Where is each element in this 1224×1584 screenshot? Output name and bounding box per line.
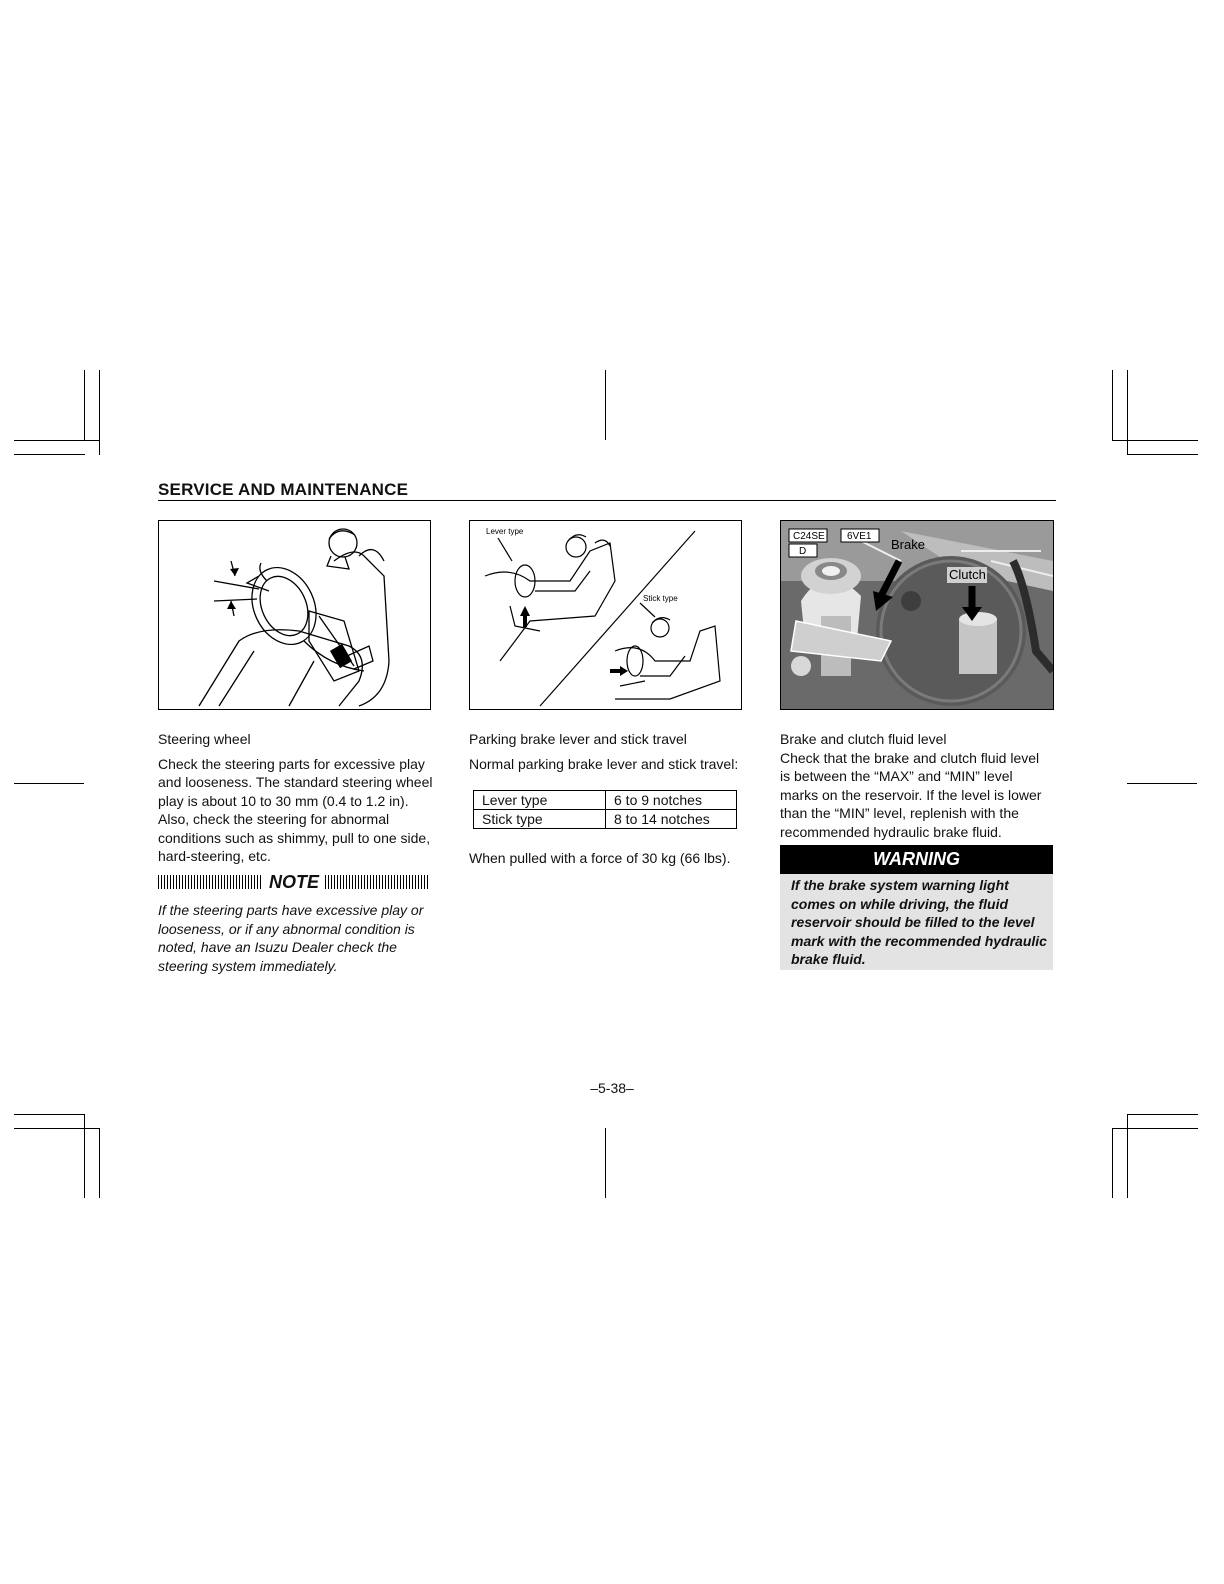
- note-text: If the steering parts have excessive play or looseness, or if any abnormal condition is noted, have an Isuzu Dealer check the steering system immediately.: [158, 902, 424, 974]
- note-banner: [158, 872, 430, 892]
- lever-type-figure-label: Lever type: [486, 527, 524, 536]
- parking-brake-illustration: [470, 521, 741, 709]
- warning-text: If the brake system warning light comes on while driving, the fluid reservoir should be filled to the level mark with the recommended hydraulic brake fluid.: [791, 877, 1047, 967]
- parking-brake-figure: [469, 520, 742, 710]
- note-hatch-right: [325, 875, 430, 889]
- steering-heading: Steering wheel: [158, 731, 251, 747]
- travel-type-cell: Stick type: [474, 810, 606, 829]
- parking-brake-intro: Normal parking brake lever and stick travel:: [469, 755, 739, 772]
- travel-value-cell: 8 to 14 notches: [606, 810, 737, 829]
- engine-bay-photo-illustration: [781, 521, 1053, 709]
- fluid-level-section: [780, 730, 1052, 841]
- brake-callout: Brake: [891, 537, 925, 552]
- steering-wheel-illustration: [159, 521, 430, 709]
- parking-brake-travel-table: [473, 790, 737, 829]
- warning-banner: WARNING: [780, 845, 1053, 874]
- steering-wheel-figure: [158, 520, 431, 710]
- parking-brake-footnote: When pulled with a force of 30 kg (66 lbs).: [469, 850, 731, 866]
- table-row: [474, 810, 737, 829]
- table-row: [474, 791, 737, 810]
- fluid-level-body: Check that the brake and clutch fluid level is between the “MAX” and “MIN” level marks on the reservoir. If the level is lower than the “MIN” level, replenish with the recommended hydraulic brake fluid.: [780, 749, 1042, 840]
- section-title: SERVICE AND MAINTENANCE: [158, 480, 409, 499]
- note-hatch-left: [158, 875, 263, 889]
- title-rule: [158, 500, 1056, 501]
- travel-value-cell: 6 to 9 notches: [606, 791, 737, 810]
- engine-code-d: D: [799, 546, 807, 557]
- fluid-reservoir-photo: [780, 520, 1054, 710]
- stick-type-figure-label: Stick type: [643, 594, 678, 603]
- engine-code-c24se: C24SE: [793, 531, 825, 542]
- parking-brake-heading: Parking brake lever and stick travel: [469, 731, 687, 747]
- steering-body: Check the steering parts for excessive play and looseness. The standard steering wheel play is about 10 to 30 mm (0.4 to 1.2 in). Also, check the steering for abnormal conditions such as shimmy, pull to one side, hard-steering, etc.: [158, 755, 433, 864]
- travel-type-cell: Lever type: [474, 791, 606, 810]
- page-number: –5-38–: [590, 1080, 634, 1096]
- clutch-callout: Clutch: [949, 567, 986, 582]
- fluid-level-heading: Brake and clutch fluid level: [780, 731, 947, 747]
- note-label: NOTE: [269, 871, 320, 892]
- steering-section: [158, 730, 436, 866]
- engine-code-6ve1: 6VE1: [847, 531, 872, 542]
- parking-brake-section: [469, 730, 747, 773]
